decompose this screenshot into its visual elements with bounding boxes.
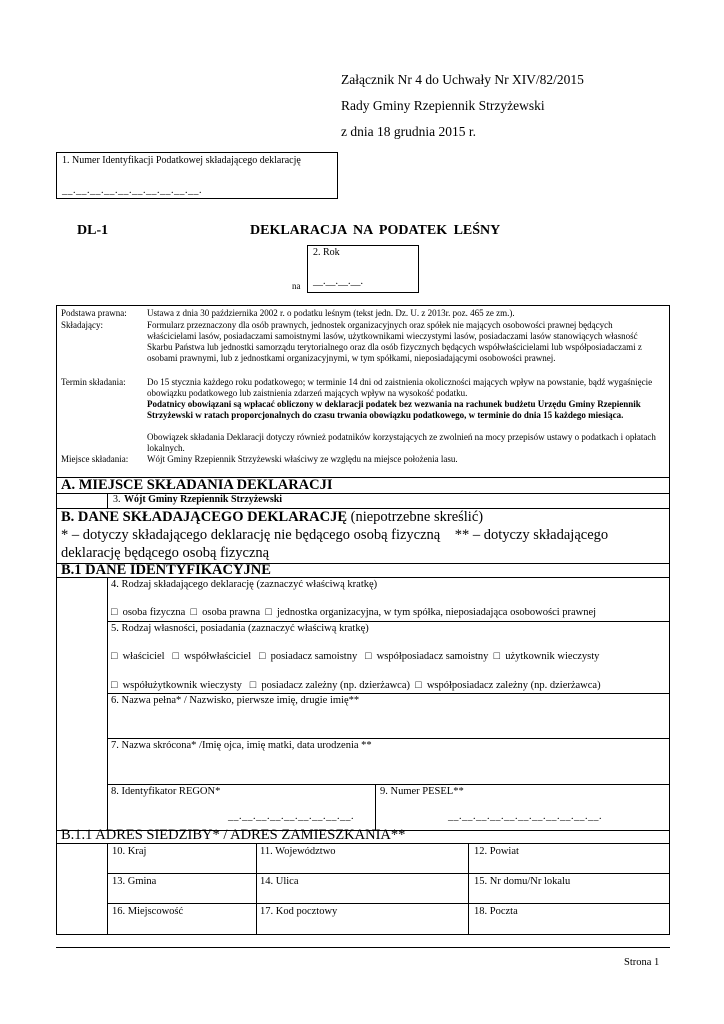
field-10-kraj[interactable]: 10. Kraj xyxy=(112,846,147,857)
page-number: Strona 1 xyxy=(624,957,660,968)
legal-basis-label: Podstawa prawna: xyxy=(61,308,127,318)
section-a-title: A. MIEJSCE SKŁADANIA DEKLARACJI xyxy=(61,477,333,493)
checkbox-uzytkownik-wieczysty[interactable]: □ xyxy=(493,651,500,662)
field-5-options-row2 xyxy=(111,680,601,691)
deadline-label: Termin składania: xyxy=(61,377,126,387)
field-17-kod-pocztowy[interactable]: 17. Kod pocztowy xyxy=(260,906,338,917)
field-8-label: 8. Identyfikator REGON* xyxy=(111,786,221,797)
field-4-label: 4. Rodzaj składającego deklarację (zaznaczyć właściwą kratkę) xyxy=(111,579,378,590)
option-posiadacz-zalezny: posiadacz zależny (np. dzierżawca) xyxy=(261,680,410,691)
checkbox-wspolwlasciciel[interactable]: □ xyxy=(172,651,179,662)
submitter-text: Formularz przeznaczony dla osób prawnych, jednostek organizacyjnych oraz spółek nie mających osobowości prawnej będących właścicielami lasów, posiadaczami samoistnymi lasów, użytkownikami wieczystymi lasów, posiadaczami lasów stanowiących własność Skarbu Państwa lub jednostki samorządu terytorialnego oraz dla osób fizycznych będących współwłaścicielami lub współposiadaczami z osobami prawnymi, lub z jednostkami organizacyjnymi, w tym spółkami, nieposiadającymi osobowości prawnej. xyxy=(147,320,642,363)
field-16-miejscowosc[interactable]: 16. Miejscowość xyxy=(112,906,184,917)
field-6-label: 6. Nazwa pełna* / Nazwisko, pierwsze imię, drugie imię** xyxy=(111,695,360,706)
field-4-options xyxy=(111,607,596,618)
option-wlasciciel: właściciel xyxy=(122,651,165,662)
checkbox-wlasciciel[interactable]: □ xyxy=(111,651,118,662)
field-13-gmina[interactable]: 13. Gmina xyxy=(112,876,157,887)
deadline-exemption-text: Obowiązek składania Deklaracji dotyczy również podatników korzystających ze zwolnień na mocy przepisów ustawy o podatkach i opłatach lokalnych. xyxy=(147,432,656,453)
section-b1-title: B.1 DANE IDENTYFIKACYJNE xyxy=(61,562,271,578)
section-b-note1: * – dotyczy składającego deklarację nie będącego osobą fizyczną ** – dotyczy składającego xyxy=(61,527,609,543)
field-7-input[interactable] xyxy=(108,752,668,782)
option-wspolwlasciciel: współwłaściciel xyxy=(184,651,252,662)
section-b-title-suffix: (niepotrzebne skreślić) xyxy=(350,509,484,525)
section-b-note2: deklarację będącego osobą fizyczną xyxy=(61,545,270,561)
field-11-wojewodztwo[interactable]: 11. Województwo xyxy=(260,846,336,857)
deadline-payment-text: Podatnicy obowiązani są wpłacać obliczony w deklaracji podatek bez wezwania na rachunek budżetu Urzędu Gminy Rzepiennik Strzyżewski w ratach proporcjonalnych do czasu trwania obowiązku podatkowego, w terminie do dnia 15 każdego miesiąca. xyxy=(147,399,641,420)
option-uzytkownik-wieczysty: użytkownik wieczysty xyxy=(505,651,600,662)
option-jednostka: jednostka organizacyjna, w tym spółka, nieposiadająca osobowości prawnej xyxy=(277,607,597,618)
submitter-label: Składający: xyxy=(61,320,103,330)
year-label: 2. Rok xyxy=(313,247,340,258)
year-placeholder: __.__.__.__. xyxy=(313,276,363,287)
section-b-title: B. DANE SKŁADAJĄCEGO DEKLARACJĘ xyxy=(61,509,348,525)
checkbox-osoba-prawna[interactable]: □ xyxy=(190,607,197,618)
nip-placeholder: __.__.__.__.__.__.__.__.__.__. xyxy=(62,185,202,196)
field-12-powiat[interactable]: 12. Powiat xyxy=(474,846,519,857)
legal-basis-text: Ustawa z dnia 30 października 2002 r. o podatku leśnym (tekst jedn. Dz. U. z 2013r. poz. 465 ze zm.). xyxy=(147,308,515,318)
place-label: Miejsce składania: xyxy=(61,454,129,464)
attachment-header-line2: Rady Gminy Rzepiennik Strzyżewski xyxy=(341,98,545,113)
checkbox-wspolposiadacz-zalezny[interactable]: □ xyxy=(415,680,422,691)
field-3-number: 3. xyxy=(113,494,121,505)
field-14-ulica[interactable]: 14. Ulica xyxy=(260,876,299,887)
checkbox-jednostka[interactable]: □ xyxy=(265,607,272,618)
form-code: DL-1 xyxy=(77,223,109,238)
checkbox-wspoluzytkownik[interactable]: □ xyxy=(111,680,118,691)
field-8-placeholder[interactable]: __.__.__.__.__.__.__.__.__. xyxy=(228,811,354,822)
option-osoba-prawna: osoba prawna xyxy=(202,607,261,618)
field-9-placeholder[interactable]: __.__.__.__.__.__.__.__.__.__.__. xyxy=(448,811,602,822)
field-9-label: 9. Numer PESEL** xyxy=(380,786,464,797)
option-osoba-fizyczna: osoba fizyczna xyxy=(122,607,186,618)
deadline-text: Do 15 stycznia każdego roku podatkowego; w terminie 14 dni od zaistnienia okoliczności mających wpływ na powstanie, bądź wygaśnięcie obowiązku podatkowego lub zaistnienia zdarzeń mających wpływ na wysokość podatku. xyxy=(147,377,653,398)
checkbox-posiadacz-samoistny[interactable]: □ xyxy=(259,651,266,662)
field-18-poczta[interactable]: 18. Poczta xyxy=(474,906,518,917)
field-6-input[interactable] xyxy=(108,707,668,737)
checkbox-wspolposiadacz-samoistny[interactable]: □ xyxy=(365,651,372,662)
option-wspoluzytkownik: współużytkownik wieczysty xyxy=(122,680,242,691)
place-text: Wójt Gminy Rzepiennik Strzyżewski właściwy ze względu na miejsce położenia lasu. xyxy=(147,454,458,464)
attachment-header-line1: Załącznik Nr 4 do Uchwały Nr XIV/82/2015 xyxy=(341,72,584,87)
checkbox-posiadacz-zalezny[interactable]: □ xyxy=(249,680,257,691)
field-3-value: Wójt Gminy Rzepiennik Strzyżewski xyxy=(124,494,283,505)
nip-field[interactable] xyxy=(56,152,338,199)
section-b-title-line xyxy=(61,509,483,526)
section-b11-title: B.1.1 ADRES SIEDZIBY* / ADRES ZAMIESZKANIA** xyxy=(61,827,406,843)
nip-label: 1. Numer Identyfikacji Podatkowej składającego deklarację xyxy=(62,155,301,166)
year-prefix: na xyxy=(292,281,301,291)
attachment-header-line3: z dnia 18 grudnia 2015 r. xyxy=(341,124,476,139)
option-wspolposiadacz-zalezny: współposiadacz zależny (np. dzierżawca) xyxy=(426,680,601,691)
field-7-label: 7. Nazwa skrócona* /Imię ojca, imię matki, data urodzenia ** xyxy=(111,740,372,751)
year-field[interactable] xyxy=(307,245,419,293)
field-15-nr-domu[interactable]: 15. Nr domu/Nr lokalu xyxy=(474,876,571,887)
field-3 xyxy=(107,493,670,508)
footer-rule xyxy=(56,947,670,948)
option-wspolposiadacz-samoistny: współposiadacz samoistny xyxy=(376,651,489,662)
option-posiadacz-samoistny: posiadacz samoistny xyxy=(270,651,358,662)
form-title: DEKLARACJA NA PODATEK LEŚNY xyxy=(250,223,501,238)
field-5-options-row1 xyxy=(111,651,599,662)
checkbox-osoba-fizyczna[interactable]: □ xyxy=(111,607,118,618)
field-5-label: 5. Rodzaj własności, posiadania (zaznaczyć właściwą kratkę) xyxy=(111,623,369,634)
